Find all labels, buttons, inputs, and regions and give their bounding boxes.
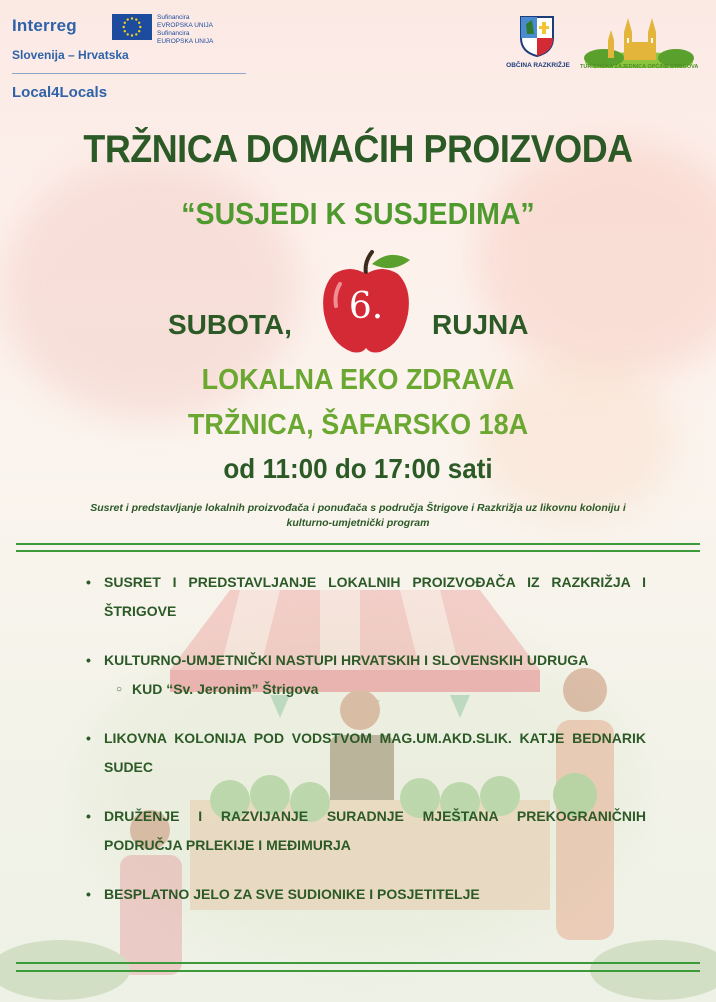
background-blob — [476, 140, 716, 380]
list-item: • KULTURNO-UMJETNIČKI NASTUPI HRVATSKIH I SLOVENSKIH UDRUGA — [86, 646, 646, 675]
divider-line — [16, 543, 700, 545]
location-line-1: LOKALNA EKO ZDRAVA — [201, 364, 515, 396]
event-description: Susret i predstavljanje lokalnih proizvođača i ponuđača s područja Štrigove i Razkrižja uz likovnu koloniju i kulturno-umjetnički program — [90, 502, 626, 529]
municipality-label: OBČINA RAZKRIŽJE — [506, 62, 570, 69]
list-item: • SUSRET I PREDSTAVLJANJE LOKALNIH PROIZVOĐAČA IZ RAZKRIŽJA I ŠTRIGOVE — [86, 568, 646, 626]
eu-flag-icon — [112, 14, 152, 40]
coat-of-arms-icon — [518, 14, 556, 58]
churches-icon — [584, 14, 694, 68]
header-divider — [12, 73, 246, 74]
location-line-2: TRŽNICA, ŠAFARSKO 18A — [187, 409, 529, 441]
eu-cofinancing-text: Sufinancira EVROPSKA UNIJA Sufinancira EUROPSKA UNIJA — [157, 14, 214, 45]
day-name: SUBOTA, — [168, 309, 292, 340]
month-name: RUJNA — [432, 309, 529, 340]
list-item: • BESPLATNO JELO ZA SVE SUDIONIKE I POSJETITELJE — [86, 880, 646, 909]
day-number: 6. — [348, 286, 384, 327]
list-item: • LIKOVNA KOLONIJA POD VODSTVOM MAG.UM.AKD.SLIK. KATJE BEDNARIK SUDEC — [86, 724, 646, 782]
divider-line — [16, 550, 700, 552]
tourism-board-label: TURISTIČKA ZAJEDNICA OPĆINE ŠTRIGOVA — [580, 64, 699, 70]
divider-line — [16, 970, 700, 972]
program-region: Slovenija – Hrvatska — [12, 48, 129, 62]
list-item: • DRUŽENJE I RAZVIJANJE SURADNJE MJEŠTANA PREKOGRANIČNIH PODRUČJA PRLEKIJE I MEĐIMURJA — [86, 802, 646, 860]
page-title: TRŽNICA DOMAĆIH PROIZVODA — [83, 128, 633, 171]
divider-line — [16, 962, 700, 964]
list-subitem: ○ KUD “Sv. Jeronim” Štrigova — [86, 675, 646, 704]
program-list — [86, 568, 646, 909]
event-subtitle: “SUSJEDI K SUSJEDIMA” — [181, 196, 535, 231]
interreg-logo: Interreg — [12, 16, 77, 35]
project-name: Local4Locals — [12, 84, 108, 101]
event-time: od 11:00 do 17:00 sati — [223, 453, 493, 484]
